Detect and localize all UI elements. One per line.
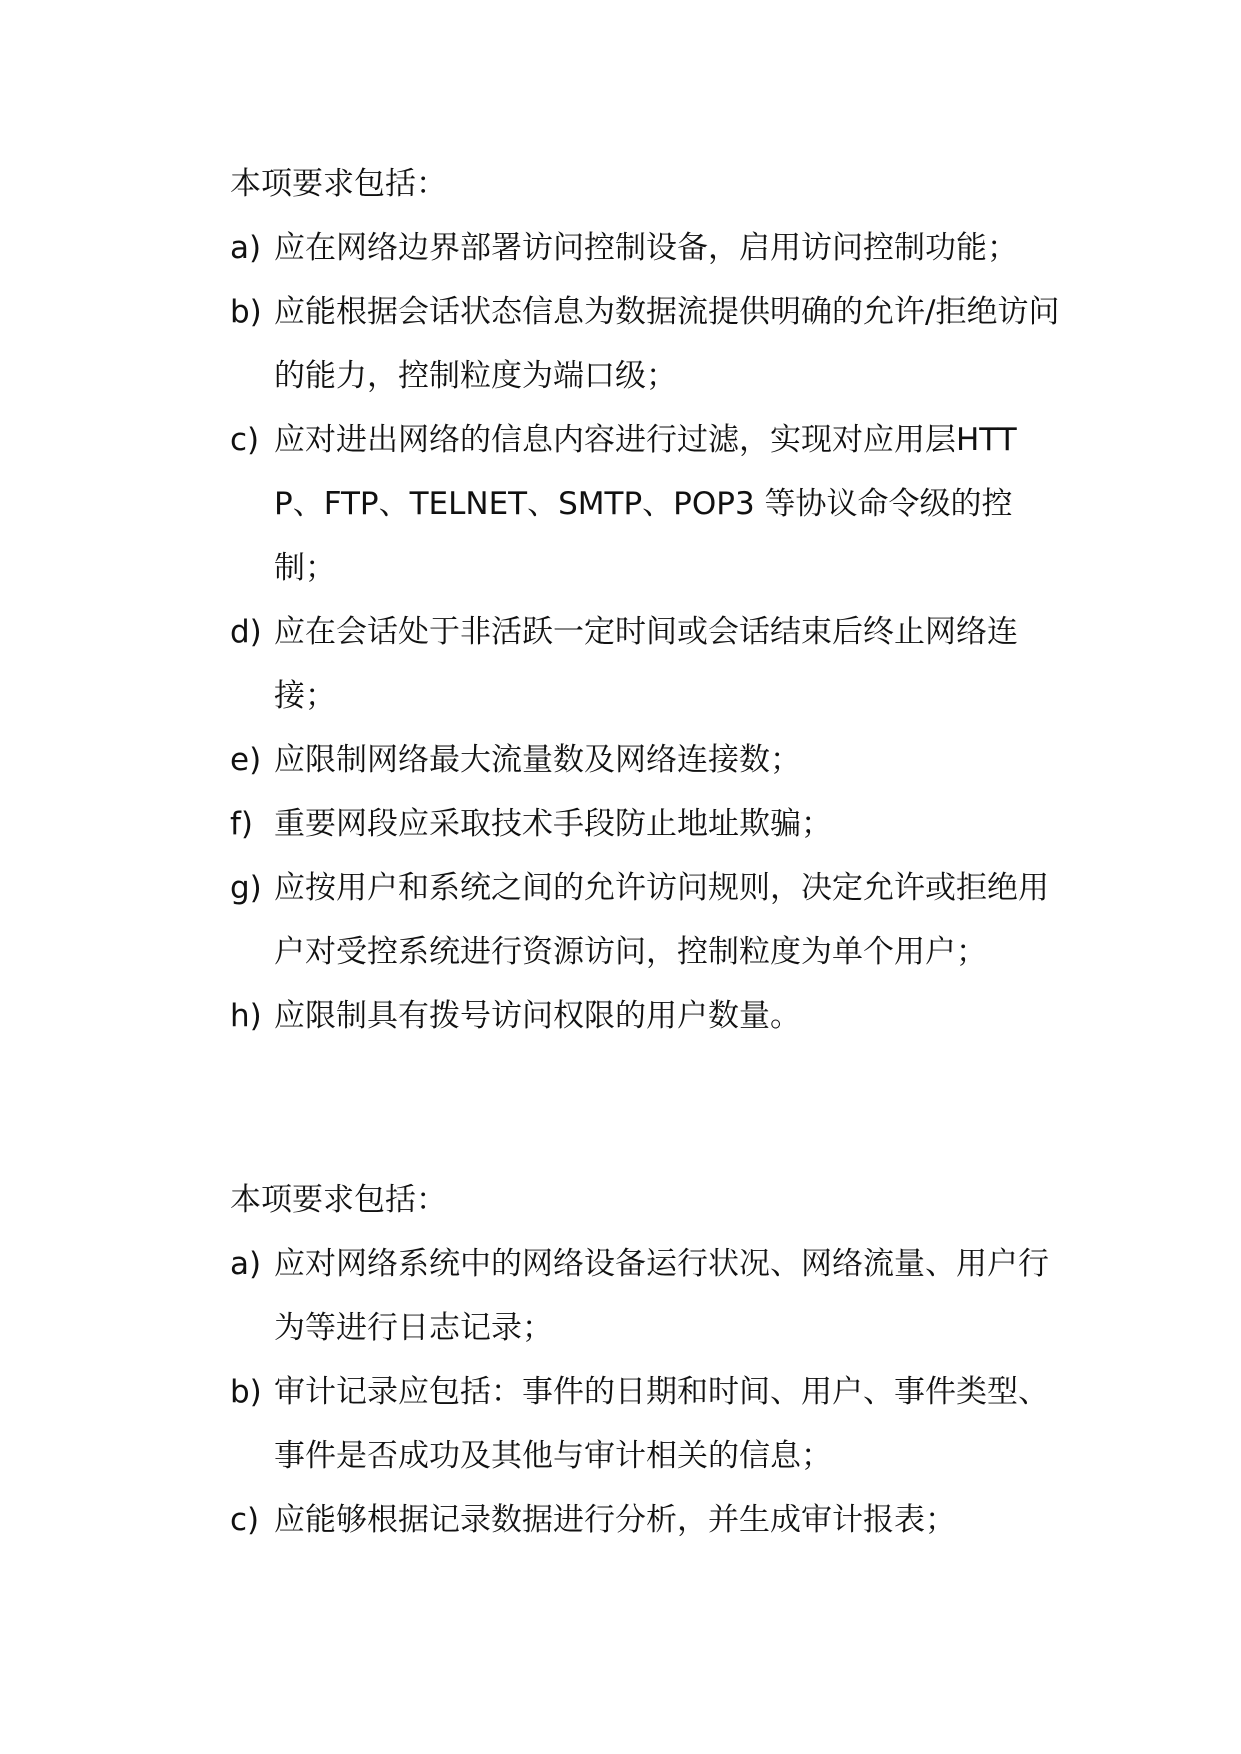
item-text: 应在会话处于非活跃一定时间或会话结束后终止网络连接； — [274, 614, 1018, 714]
item-label: g) — [230, 870, 262, 906]
list-item — [230, 728, 1060, 792]
list-item — [230, 856, 1060, 984]
list-item — [230, 600, 1060, 728]
requirements-section-access-control — [230, 152, 1060, 1048]
list-item — [230, 280, 1060, 408]
item-label: c) — [230, 1502, 260, 1538]
item-label: f) — [230, 806, 254, 842]
list-item — [230, 216, 1060, 280]
item-label: a) — [230, 230, 262, 266]
item-text: 应限制具有拨号访问权限的用户数量。 — [274, 998, 801, 1034]
item-label: h) — [230, 998, 262, 1034]
list-item — [230, 792, 1060, 856]
item-text: 应在网络边界部署访问控制设备，启用访问控制功能； — [274, 230, 1018, 266]
item-label: b) — [230, 294, 262, 330]
list-item — [230, 408, 1060, 600]
list-item — [230, 1488, 1060, 1552]
list-item — [230, 1232, 1060, 1360]
item-text: 重要网段应采取技术手段防止地址欺骗； — [274, 806, 832, 842]
item-label: b) — [230, 1374, 262, 1410]
item-text: 审计记录应包括：事件的日期和时间、用户、事件类型、事件是否成功及其他与审计相关的信息； — [274, 1374, 1049, 1474]
item-label: a) — [230, 1246, 262, 1282]
item-label: e) — [230, 742, 262, 778]
item-label: c) — [230, 422, 260, 458]
list-item — [230, 1360, 1060, 1488]
section-intro: 本项要求包括： — [230, 166, 447, 202]
list-item — [230, 984, 1060, 1048]
section-intro: 本项要求包括： — [230, 1182, 447, 1218]
item-text: 应能根据会话状态信息为数据流提供明确的允许/拒绝访问的能力，控制粒度为端口级； — [274, 294, 1060, 394]
requirements-section-audit — [230, 1168, 1060, 1552]
item-text: 应限制网络最大流量数及网络连接数； — [274, 742, 801, 778]
item-text: 应能够根据记录数据进行分析，并生成审计报表； — [274, 1502, 956, 1538]
item-label: d) — [230, 614, 262, 650]
item-text: 应对网络系统中的网络设备运行状况、网络流量、用户行为等进行日志记录； — [274, 1246, 1049, 1346]
item-text: 应按用户和系统之间的允许访问规则，决定允许或拒绝用户对受控系统进行资源访问，控制粒度为单个用户； — [274, 870, 1049, 970]
item-text: 应对进出网络的信息内容进行过滤，实现对应用层HTTP、FTP、TELNET、SMTP、POP3 等协议命令级的控制； — [274, 422, 1017, 586]
